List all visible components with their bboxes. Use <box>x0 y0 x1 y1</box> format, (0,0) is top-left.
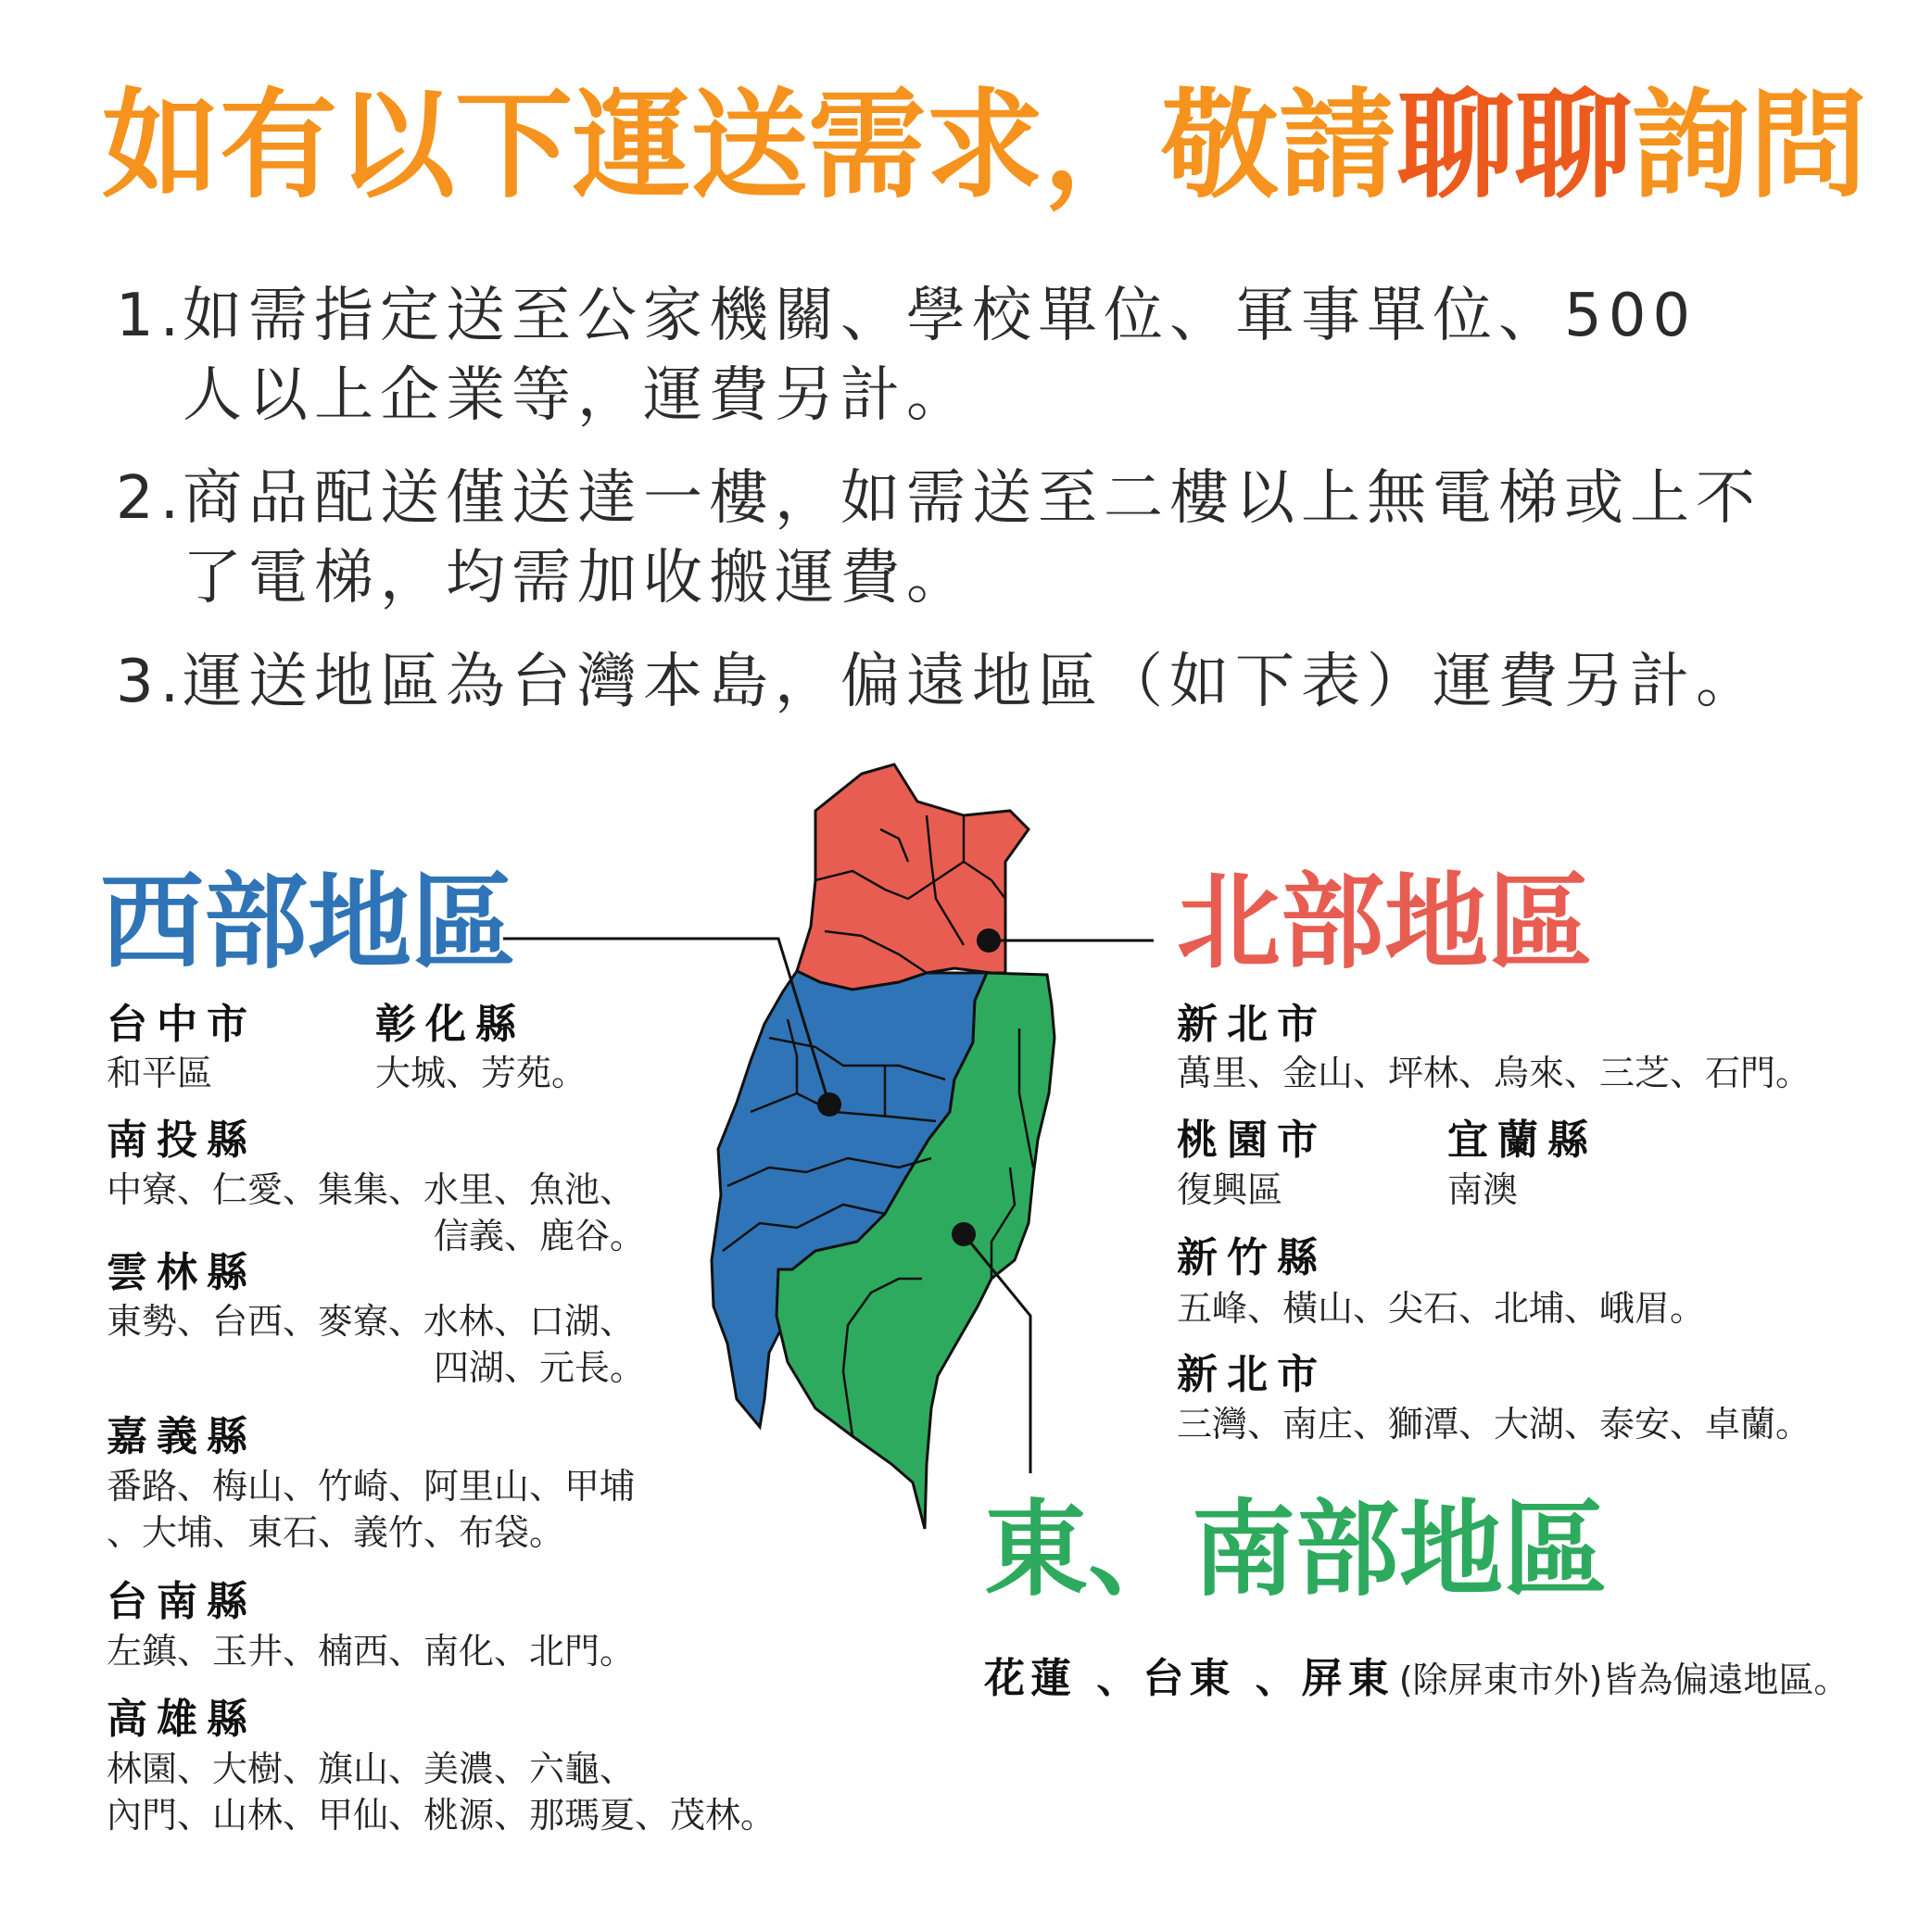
county-towns: 中寮、仁愛、集集、水里、魚池、 <box>107 1169 636 1210</box>
note-text: 運送地區為台灣本島，偏遠地區（如下表）運費另計。 <box>183 648 1762 716</box>
county-towns: 番路、梅山、竹崎、阿里山、甲埔 <box>107 1466 636 1507</box>
county-towns: 南澳 <box>1447 1169 1519 1210</box>
county-towns: 左鎮、玉井、楠西、南化、北門。 <box>107 1631 636 1672</box>
county-towns: 林園、大樹、旗山、美濃、六龜、 <box>107 1748 636 1789</box>
county-towns: 東勢、台西、麥寮、水林、口湖、 <box>107 1301 636 1342</box>
title-part-2: 聊聊 <box>1396 77 1633 214</box>
title-part-1: 如有以下運送需求，敬請 <box>102 77 1397 214</box>
county-name: 彰化縣 <box>375 1001 525 1048</box>
county-name: 新北市 <box>1177 1001 1327 1048</box>
county-towns: 五峰、橫山、尖石、北埔、峨眉。 <box>1177 1288 1706 1329</box>
county-towns: 三灣、南庄、獅潭、大湖、泰安、卓蘭。 <box>1177 1404 1812 1445</box>
county-name: 台中市 <box>107 1001 257 1048</box>
east-region-title: 東、南部地區 <box>984 1490 1607 1610</box>
note-number: 3. <box>116 648 186 716</box>
county-towns-continued: 、大埔、東石、義竹、布袋。 <box>107 1512 565 1553</box>
note-text: 商品配送僅送達一樓，如需送至二樓以上無電梯或上不 <box>183 464 1762 533</box>
county-towns: 大城、芳苑。 <box>375 1053 587 1093</box>
county-towns: 和平區 <box>107 1053 213 1093</box>
north-region-title: 北部地區 <box>1177 863 1592 983</box>
county-towns: 萬里、金山、坪林、烏來、三芝、石門。 <box>1177 1053 1812 1093</box>
county-name: 宜蘭縣 <box>1447 1117 1597 1164</box>
note-number: 1. <box>116 282 186 350</box>
west-region-title: 西部地區 <box>100 863 515 983</box>
east-region-counties: 花蓮 、台東 、屏東 <box>984 1655 1395 1702</box>
county-towns: 復興區 <box>1177 1169 1283 1210</box>
east-region-description <box>984 1645 1849 1704</box>
county-name: 高雄縣 <box>107 1696 257 1743</box>
county-name: 桃園市 <box>1177 1117 1327 1164</box>
east-leader-line <box>964 1234 1030 1473</box>
east-region-note: (除屏東市外)皆為偏遠地區。 <box>1398 1660 1850 1700</box>
title-part-3: 詢問 <box>1632 77 1868 214</box>
county-name: 新北市 <box>1177 1351 1327 1398</box>
county-towns-continued: 信義、鹿谷。 <box>434 1216 646 1256</box>
note-text: 如需指定送至公家機關、學校單位、軍事單位、500 <box>183 282 1698 350</box>
note-number: 2. <box>116 464 186 533</box>
note-text-continued: 人以上企業等，運費另計。 <box>183 361 972 431</box>
county-towns-continued: 四湖、元長。 <box>434 1347 646 1388</box>
county-name: 南投縣 <box>107 1117 257 1164</box>
county-name: 雲林縣 <box>107 1249 257 1296</box>
note-text-continued: 了電梯，均需加收搬運費。 <box>183 544 972 613</box>
county-name: 新竹縣 <box>1177 1234 1327 1281</box>
county-name: 嘉義縣 <box>107 1413 257 1460</box>
county-towns-continued: 內門、山林、甲仙、桃源、那瑪夏、茂林。 <box>107 1795 777 1836</box>
county-name: 台南縣 <box>107 1578 257 1625</box>
